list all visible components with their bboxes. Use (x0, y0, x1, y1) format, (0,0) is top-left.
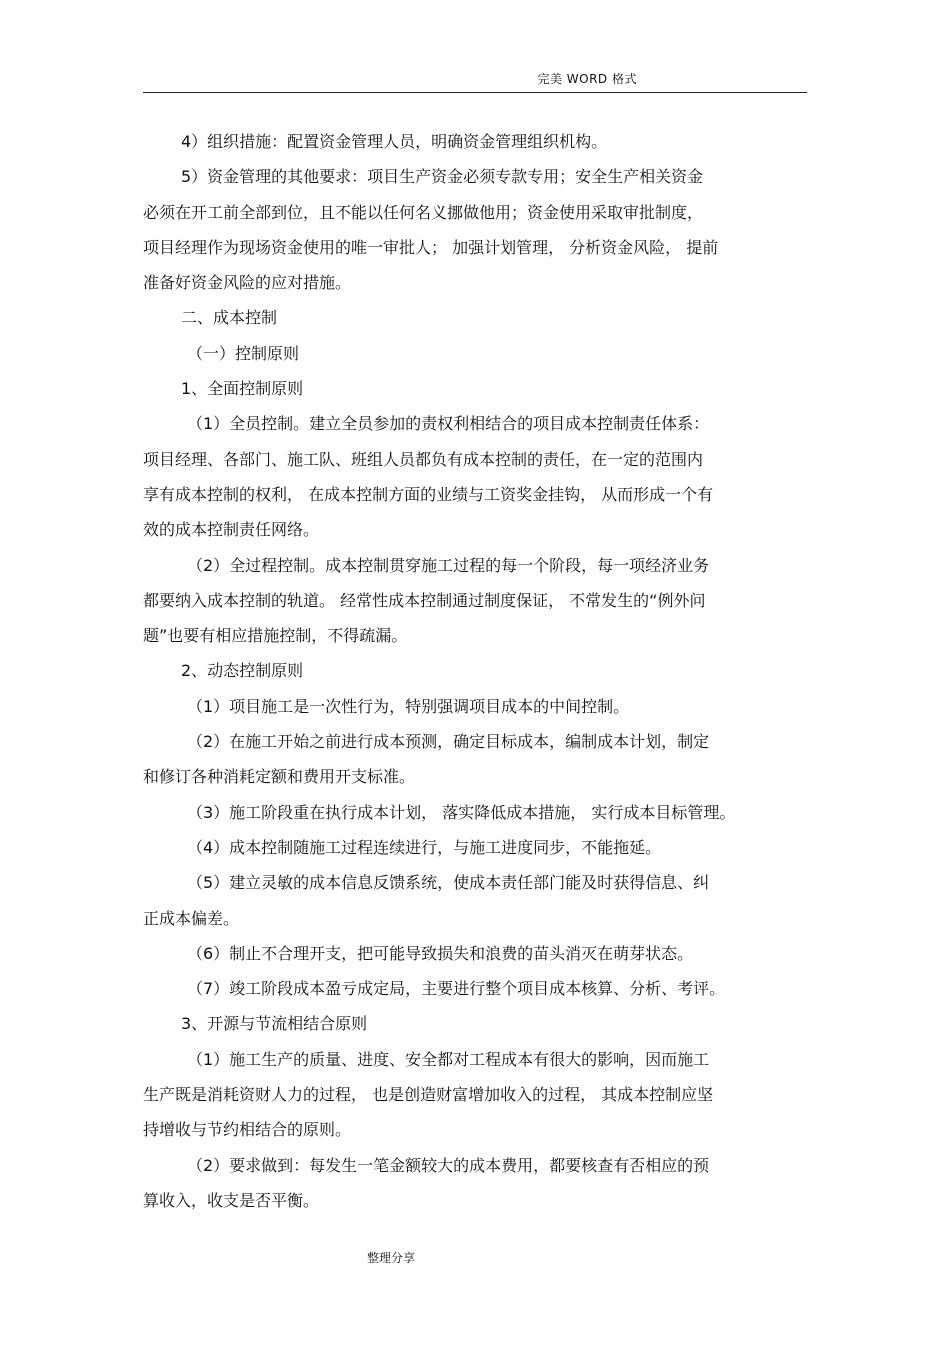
paragraph-line: （2）在施工开始之前进行成本预测，确定目标成本，编制成本计划，制定 (187, 732, 710, 752)
paragraph-line: 和修订各种消耗定额和费用开支标准。 (143, 767, 416, 787)
page-header (143, 68, 807, 93)
paragraph-line: 都要纳入成本控制的轨道。 经常性成本控制通过制度保证， 不常发生的“例外问 (143, 590, 706, 610)
paragraph-line: 5）资金管理的其他要求：项目生产资金必须专款专用；安全生产相关资金 (181, 167, 704, 187)
paragraph-line: 正成本偏差。 (143, 908, 240, 928)
paragraph-line: （6）制止不合理开支，把可能导致损失和浪费的苗头消灭在萌芽状态。 (187, 943, 694, 963)
paragraph-line: （2）全过程控制。成本控制贯穿施工过程的每一个阶段，每一项经济业务 (187, 555, 710, 575)
subsection-heading: （一）控制原则 (187, 343, 300, 363)
paragraph-line: （1）项目施工是一次性行为，特别强调项目成本的中间控制。 (187, 696, 630, 716)
paragraph-line: （2）要求做到：每发生一笔金额较大的成本费用，都要核查有否相应的预 (187, 1155, 710, 1175)
paragraph-line: （1）全员控制。建立全员参加的责权利相结合的项目成本控制责任体系： (187, 414, 710, 434)
paragraph-line: 生产既是消耗资财人力的过程， 也是创造财富增加收入的过程， 其成本控制应坚 (143, 1085, 714, 1105)
paragraph-line: 持增收与节约相结合的原则。 (143, 1120, 352, 1140)
paragraph-line: （1）施工生产的质量、进度、安全都对工程成本有很大的影响，因而施工 (187, 1049, 710, 1069)
paragraph-line: （5）建立灵敏的成本信息反馈系统，使成本责任部门能及时获得信息、纠 (187, 873, 710, 893)
item-heading: 1、全面控制原则 (181, 379, 304, 399)
paragraph-line: 效的成本控制责任网络。 (143, 520, 320, 540)
paragraph-line: 必须在开工前全部到位，且不能以任何名义挪做他用；资金使用采取审批制度， (143, 202, 704, 222)
section-heading: 二、成本控制 (181, 308, 278, 328)
paragraph-line: 享有成本控制的权利， 在成本控制方面的业绩与工资奖金挂钩， 从而形成一个有 (143, 484, 714, 504)
page-footer: 整理分享 (367, 1251, 416, 1265)
paragraph-line: （4）成本控制随施工过程连续进行，与施工进度同步，不能拖延。 (187, 837, 662, 857)
document-body (143, 124, 807, 1218)
paragraph-line: 4）组织措施：配置资金管理人员，明确资金管理组织机构。 (181, 132, 608, 151)
paragraph-line: 项目经理作为现场资金使用的唯一审批人； 加强计划管理， 分析资金风险， 提前 (143, 237, 719, 257)
paragraph-line: （7）竣工阶段成本盈亏成定局，主要进行整个项目成本核算、分析、考评。 (187, 979, 726, 999)
paragraph-line: （3）施工阶段重在执行成本计划， 落实降低成本措施， 实行成本目标管理。 (187, 802, 736, 822)
paragraph-line: 算收入，收支是否平衡。 (143, 1190, 320, 1210)
item-heading: 3、开源与节流相结合原则 (181, 1014, 368, 1034)
paragraph-line: 题”也要有相应措施控制，不得疏漏。 (143, 626, 408, 646)
paragraph-line: 准备好资金风险的应对措施。 (143, 273, 352, 293)
header-text: 完美 WORD 格式 (537, 72, 637, 86)
item-heading: 2、动态控制原则 (181, 661, 304, 681)
paragraph-line: 项目经理、各部门、施工队、班组人员都负有成本控制的责任，在一定的范围内 (143, 449, 704, 469)
